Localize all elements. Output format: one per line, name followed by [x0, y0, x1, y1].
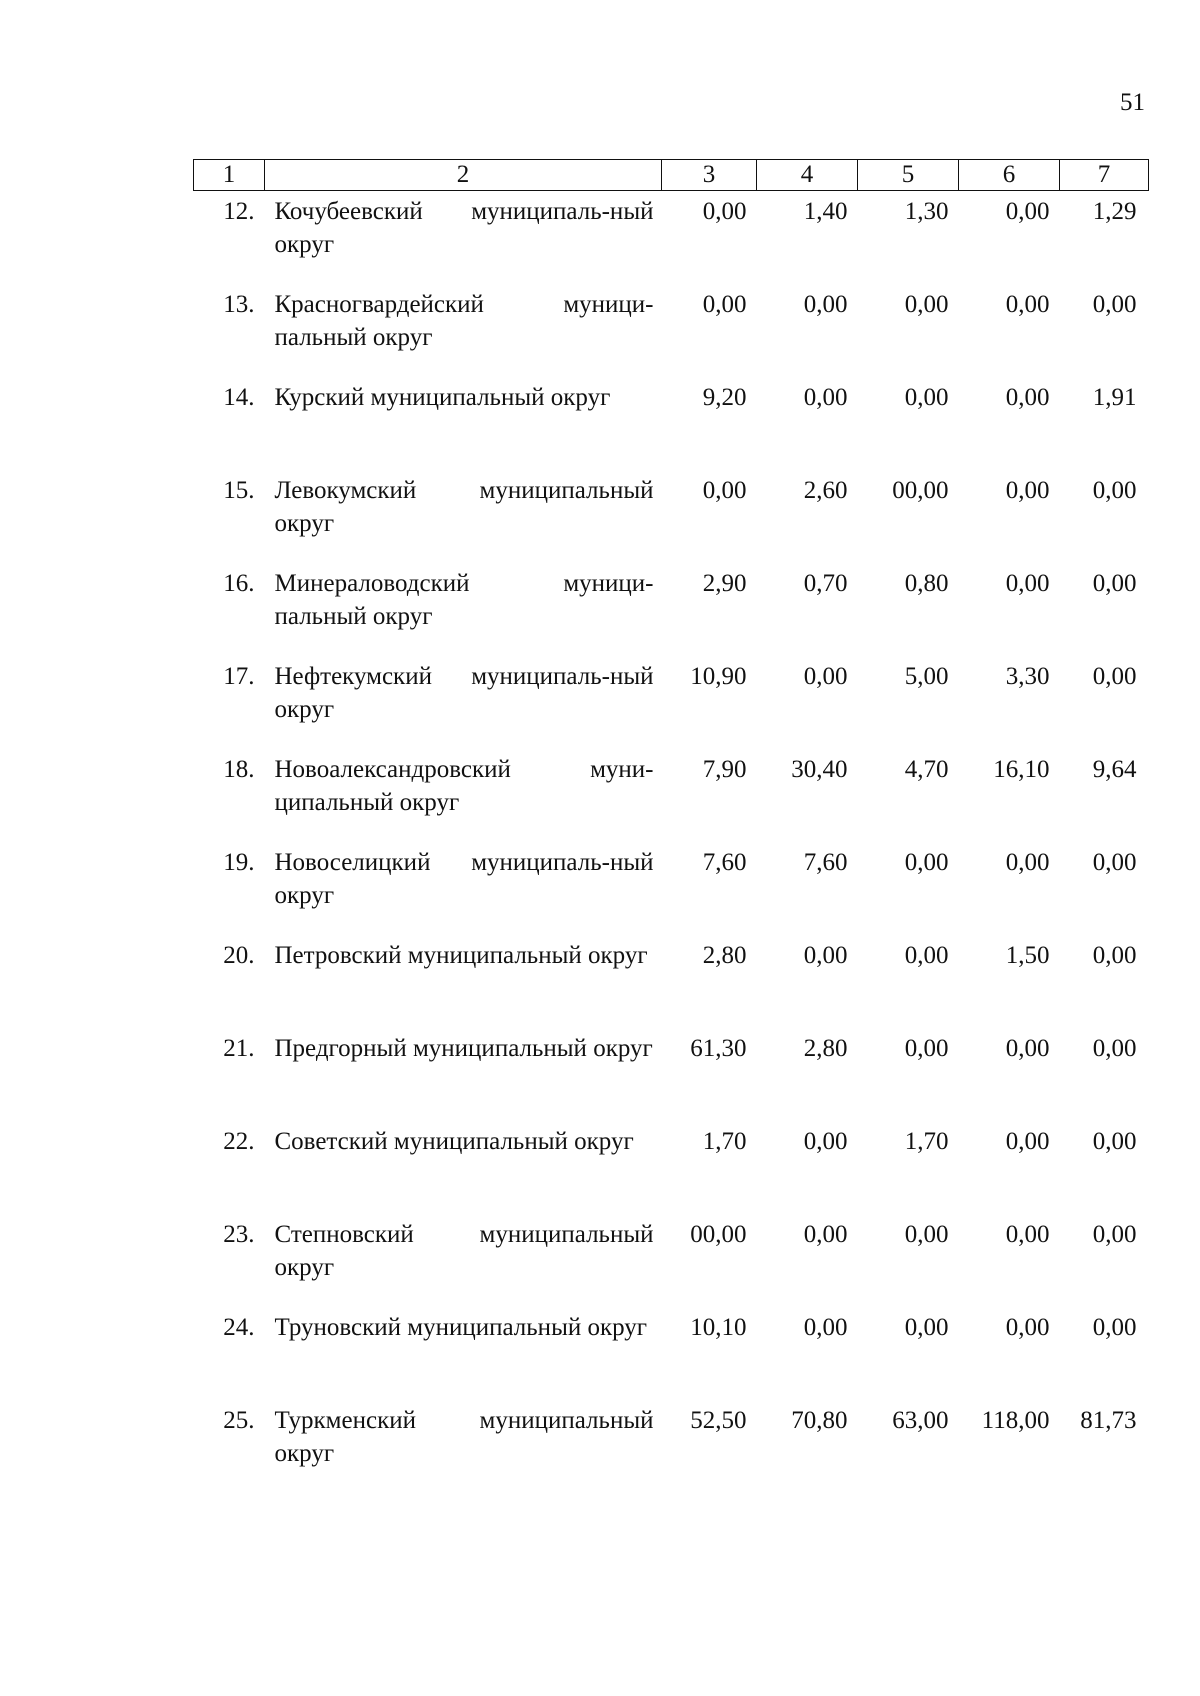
header-cell-4: 4 — [757, 160, 858, 191]
municipality-name: Петровский муниципальный округ — [274, 941, 648, 969]
row-number: 22. — [223, 1127, 255, 1155]
page-number: 51 — [1120, 89, 1145, 116]
municipality-name: Новоселицкий муниципаль-ный округ — [274, 848, 654, 909]
value-cell-col-4: 70,80 — [791, 1406, 848, 1434]
municipality-name: Красногвардейский муници-пальный округ — [274, 290, 654, 351]
row-number: 25. — [223, 1406, 255, 1434]
row-number: 24. — [223, 1313, 255, 1341]
value-cell-col-5: 0,00 — [904, 941, 949, 969]
table-row — [194, 842, 1149, 935]
header-cell-5: 5 — [858, 160, 959, 191]
table-header — [194, 160, 1149, 191]
municipality-name: Кочубеевский муниципаль-ный округ — [274, 198, 654, 258]
table-row — [194, 1028, 1149, 1121]
value-cell-col-4: 0,00 — [803, 1313, 848, 1341]
value-cell-col-5: 0,80 — [904, 569, 949, 597]
value-cell-col-3: 00,00 — [690, 1220, 747, 1248]
value-cell-col-7: 0,00 — [1092, 290, 1137, 318]
value-cell-col-5: 0,00 — [904, 1220, 949, 1248]
header-cell-3: 3 — [662, 160, 757, 191]
value-cell-col-4: 2,80 — [803, 1034, 848, 1062]
header-cell-1: 1 — [194, 160, 265, 191]
value-cell-col-5: 0,00 — [904, 1313, 949, 1341]
row-number: 14. — [223, 383, 255, 411]
value-cell-col-6: 0,00 — [1005, 848, 1050, 876]
table-row — [194, 1121, 1149, 1214]
row-number: 12. — [223, 198, 255, 225]
value-cell-col-7: 0,00 — [1092, 1034, 1137, 1062]
value-cell-col-3: 52,50 — [690, 1406, 747, 1434]
value-cell-col-6: 1,50 — [1005, 941, 1050, 969]
value-cell-col-7: 0,00 — [1092, 1313, 1137, 1341]
value-cell-col-4: 0,70 — [803, 569, 848, 597]
table-row — [194, 284, 1149, 377]
value-cell-col-7: 0,00 — [1092, 941, 1137, 969]
header-cell-2: 2 — [265, 160, 662, 191]
value-cell-col-4: 30,40 — [791, 755, 848, 783]
row-number: 17. — [223, 662, 255, 690]
row-number: 16. — [223, 569, 255, 597]
municipality-name: Труновский муниципальный округ — [274, 1313, 648, 1341]
table-row — [194, 749, 1149, 842]
value-cell-col-5: 5,00 — [904, 662, 949, 690]
value-cell-col-7: 81,73 — [1080, 1406, 1137, 1434]
row-number: 20. — [223, 941, 255, 969]
value-cell-col-6: 16,10 — [993, 755, 1050, 783]
value-cell-col-7: 0,00 — [1092, 662, 1137, 690]
value-cell-col-6: 0,00 — [1005, 198, 1050, 225]
value-cell-col-4: 0,00 — [803, 383, 848, 411]
value-cell-col-3: 0,00 — [702, 476, 747, 504]
value-cell-col-6: 0,00 — [1005, 1127, 1050, 1155]
municipality-name: Предгорный муниципальный округ — [274, 1034, 653, 1062]
value-cell-col-7: 0,00 — [1092, 476, 1137, 504]
value-cell-col-3: 9,20 — [702, 383, 747, 411]
value-cell-col-3: 61,30 — [690, 1034, 747, 1062]
value-cell-col-3: 10,90 — [690, 662, 747, 690]
row-number: 13. — [223, 290, 255, 318]
value-cell-col-7: 0,00 — [1092, 848, 1137, 876]
value-cell-col-3: 1,70 — [702, 1127, 747, 1155]
value-cell-col-3: 2,90 — [702, 569, 747, 597]
value-cell-col-6: 0,00 — [1005, 1220, 1050, 1248]
value-cell-col-7: 1,29 — [1092, 198, 1137, 225]
value-cell-col-3: 7,60 — [702, 848, 747, 876]
value-cell-col-6: 0,00 — [1005, 1313, 1050, 1341]
value-cell-col-4: 1,40 — [803, 198, 848, 225]
data-table — [193, 159, 1149, 1493]
value-cell-col-3: 10,10 — [690, 1313, 747, 1341]
table-row — [194, 377, 1149, 470]
value-cell-col-6: 0,00 — [1005, 1034, 1050, 1062]
value-cell-col-6: 0,00 — [1005, 290, 1050, 318]
value-cell-col-7: 9,64 — [1092, 755, 1137, 783]
value-cell-col-5: 0,00 — [904, 290, 949, 318]
municipality-name: Курский муниципальный округ — [274, 383, 611, 411]
value-cell-col-4: 7,60 — [803, 848, 848, 876]
value-cell-col-6: 0,00 — [1005, 383, 1050, 411]
municipality-name: Левокумский муниципальный округ — [274, 476, 654, 537]
table-row — [194, 1214, 1149, 1307]
value-cell-col-4: 0,00 — [803, 662, 848, 690]
value-cell-col-4: 0,00 — [803, 941, 848, 969]
table-row — [194, 656, 1149, 749]
municipality-name: Туркменский муниципальный округ — [274, 1406, 654, 1467]
value-cell-col-7: 0,00 — [1092, 1127, 1137, 1155]
municipality-name: Нефтекумский муниципаль-ный округ — [274, 662, 654, 723]
value-cell-col-3: 2,80 — [702, 941, 747, 969]
table-row — [194, 191, 1149, 284]
value-cell-col-5: 63,00 — [892, 1406, 949, 1434]
table-row — [194, 563, 1149, 656]
municipality-name: Степновский муниципальный округ — [274, 1220, 654, 1281]
row-number: 18. — [223, 755, 255, 783]
value-cell-col-4: 0,00 — [803, 1127, 848, 1155]
value-cell-col-5: 0,00 — [904, 1034, 949, 1062]
municipality-name: Новоалександровский муни-ципальный округ — [274, 755, 654, 816]
table-row — [194, 935, 1149, 1028]
table-row — [194, 1307, 1149, 1400]
value-cell-col-5: 1,70 — [904, 1127, 949, 1155]
value-cell-col-5: 00,00 — [892, 476, 949, 504]
row-number: 15. — [223, 476, 255, 504]
value-cell-col-6: 118,00 — [981, 1406, 1050, 1434]
value-cell-col-7: 1,91 — [1092, 383, 1137, 411]
value-cell-col-5: 0,00 — [904, 383, 949, 411]
value-cell-col-6: 0,00 — [1005, 476, 1050, 504]
value-cell-col-3: 0,00 — [702, 290, 747, 318]
value-cell-col-5: 4,70 — [904, 755, 949, 783]
value-cell-col-4: 0,00 — [803, 290, 848, 318]
municipality-name: Минераловодский муници-пальный округ — [274, 569, 654, 630]
header-row — [194, 160, 1149, 191]
value-cell-col-6: 0,00 — [1005, 569, 1050, 597]
value-cell-col-4: 2,60 — [803, 476, 848, 504]
value-cell-col-3: 0,00 — [702, 198, 747, 225]
value-cell-col-5: 0,00 — [904, 848, 949, 876]
value-cell-col-6: 3,30 — [1005, 662, 1050, 690]
row-number: 21. — [223, 1034, 255, 1062]
value-cell-col-5: 1,30 — [904, 198, 949, 225]
header-cell-6: 6 — [959, 160, 1060, 191]
table-body — [194, 191, 1149, 1493]
table-row — [194, 1400, 1149, 1493]
value-cell-col-7: 0,00 — [1092, 1220, 1137, 1248]
row-number: 19. — [223, 848, 255, 876]
table-row — [194, 470, 1149, 563]
row-number: 23. — [223, 1220, 255, 1248]
header-cell-7: 7 — [1060, 160, 1149, 191]
value-cell-col-7: 0,00 — [1092, 569, 1137, 597]
value-cell-col-4: 0,00 — [803, 1220, 848, 1248]
municipality-name: Советский муниципальный округ — [274, 1127, 634, 1155]
value-cell-col-3: 7,90 — [702, 755, 747, 783]
